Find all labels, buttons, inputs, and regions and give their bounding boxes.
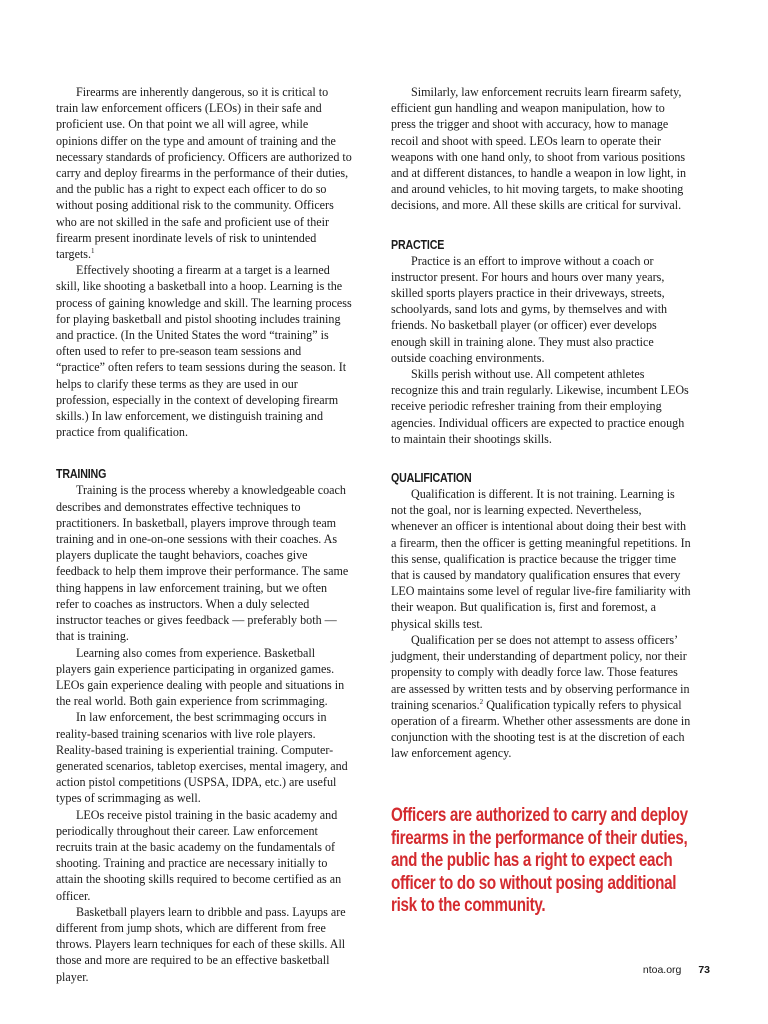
footnote-ref-1: 1 — [91, 247, 95, 255]
right-column — [391, 84, 691, 762]
pull-quote — [391, 804, 691, 917]
qualification-heading: QUALIFICATION — [391, 470, 472, 486]
pull-quote-line: officer to do so without posing additional — [391, 871, 677, 894]
training-heading: TRAINING — [56, 466, 107, 482]
page-number: 73 — [698, 964, 710, 976]
training-paragraph: Training is the process whereby a knowledgeable coach describes and demonstrates effective techniques to practitioners. In basketball, players improve through team training and in one-on-one sessions with their coaches. As players duplicate the taught behaviors, coaches give feedback to help them improve their performance. The same thing happens in law enforcement training, but we often refer to coaches as instructors. When a duly selected instructor teaches or gives feedback — preferably both — that is training. — [56, 483, 349, 644]
pull-quote-line: firearms in the performance of their duties, — [391, 826, 688, 849]
learned-skill-paragraph: Effectively shooting a firearm at a target is a learned skill, like shooting a basketball into a hoop. Learning is the process of gaining knowledge and skill. The learning process for playing basketball and pistol shooting includes training and practice. (In the United States the word “training” is often used to refer to pre-season team sessions and “practice” often refers to team sessions during the season. It helps to clarify these terms as they are used in our profession, especially in the context of developing firearm skills.) In law enforcement, we distinguish training and practice from qualification. — [56, 263, 352, 440]
skills-perish-paragraph: Skills perish without use. All competent athletes recognize this and train regularly. Likewise, incumbent LEOs receive periodic refresher training from their employing agencies. Individual officers are expected to practice enough to maintain their shootings skills. — [391, 367, 689, 446]
qualification-scope-paragraph: Qualification per se does not attempt to assess officers’ judgment, their understanding of department policy, nor their propensity to comply with deadly force law. Those features are assessed by written tests and by observing performance in training scenarios.$^2$ Qualification typically refers to physical operation of a firearm. Whether other assessments are done in conjunction with the shooting test is at the discretion of each law enforcement agency. — [391, 632, 691, 761]
qualification-paragraph: Qualification is different. It is not training. Learning is not the goal, nor is learning expected. Nevertheless, whenever an officer is intentional about doing their best with a firearm, then the officer is getting meaningful repetitions. In this sense, qualification is practice because the trigger time that is caused by mandatory qualification ensures that every LEO maintains some level of regular live-fire familiarity with their weapon. But qualification is, first and foremost, a physical skills test. — [391, 487, 691, 631]
pull-quote-line: risk to the community. — [391, 894, 546, 917]
recruits-paragraph: Similarly, law enforcement recruits learn firearm safety, efficient gun handling and weapon manipulation, how to press the trigger and shoot with accuracy, how to manage recoil and shoot with speed. LEOs learn to operate their weapons with one hand only, to shoot from various positions and at different distances, to handle a weapon in low light, in and around vehicles, to hit moving targets, to make shooting decisions, and more. All these skills are critical for survival. — [391, 85, 686, 213]
experience-paragraph: Learning also comes from experience. Basketball players gain experience participating in organized games. LEOs gain experience dealing with people and situations in the real world. Both gain experience from scrimmaging. — [56, 645, 345, 709]
pull-quote-line: and the public has a right to expect each — [391, 849, 673, 872]
pull-quote-line: Officers are authorized to carry and deploy — [391, 804, 688, 826]
practice-paragraph: Practice is an effort to improve without a coach or instructor present. For hours and hours over many years, skilled sports players practice in their driveways, streets, schoolyards, sand lots and gyms, by themselves and with friends. No basketball player (or officer) ever develops enough skill in training alone. They must also practice outside coaching environments. — [391, 253, 668, 365]
academy-paragraph: LEOs receive pistol training in the basic academy and periodically throughout their career. Law enforcement recruits train at the basic academy on the fundamentals of shooting. Training and practice are necessary initially to attain the shooting skills required to become certified as an officer. — [56, 807, 342, 903]
intro-paragraph: Firearms are inherently dangerous, so it is critical to train law enforcement officers (LEOs) in their safe and proficient use. On that point we all will agree, while opinions differ on the type and amount of training and the necessary standards of proficiency. Officers are authorized to carry and deploy firearms in the performance of their duties, and the public has a right to expect each officer to do so without posing additional risk to the community. Officers who are not skilled in the safe and proficient use of their firearm present inordinate levels of risk to unintended targets.$^1$ — [56, 85, 352, 262]
page-footer — [643, 964, 710, 976]
footnote-ref-2: 2 — [479, 697, 484, 706]
basketball-skills-paragraph: Basketball players learn to dribble and pass. Layups are different from jump shots, which are different from free throws. Players learn techniques for each of these skills. All those and more are required to be an effective basketball player. — [56, 904, 346, 984]
practice-heading: PRACTICE — [391, 236, 445, 252]
site-url: ntoa.org — [642, 964, 682, 976]
left-column — [56, 84, 352, 985]
scrimmaging-paragraph: In law enforcement, the best scrimmaging occurs in reality-based training scenarios with live role players. Reality-based training is experiential training. Computer-generated scenarios, tabletop exercises, mental imagery, and action pistol competitions (USPSA, IDPA, etc.) are useful types of scrimmaging as well. — [56, 710, 348, 806]
